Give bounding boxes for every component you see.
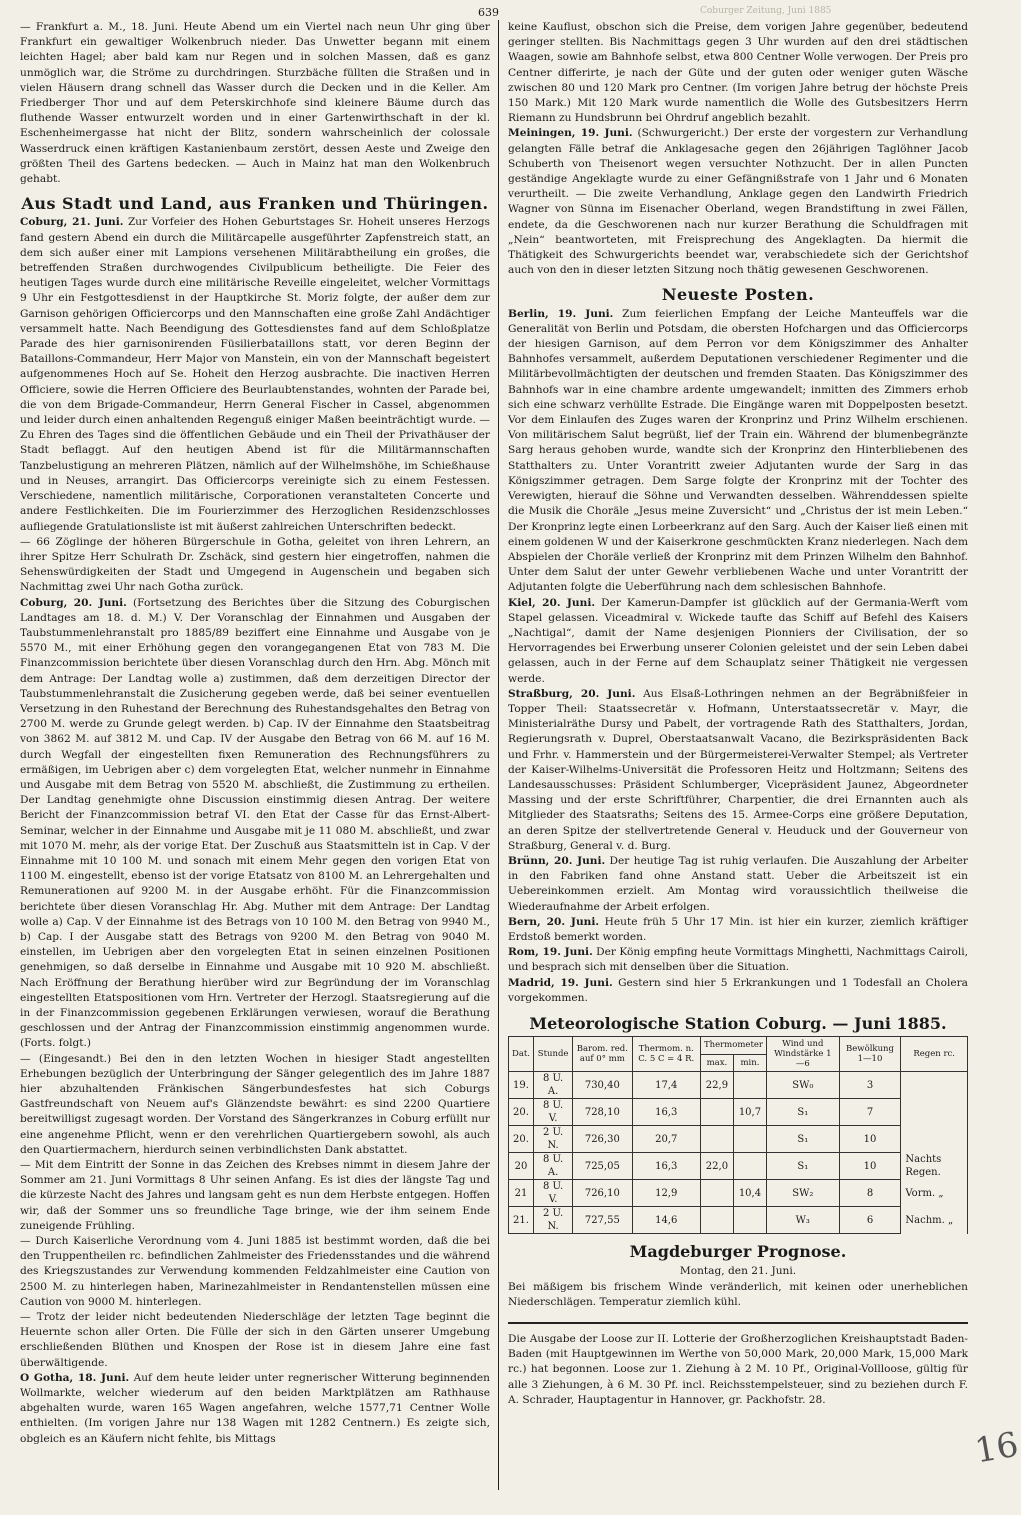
col-header: Thermometer bbox=[700, 1037, 766, 1055]
dateline: Berlin, 19. Juni. bbox=[508, 307, 614, 320]
weather-cell: 10,7 bbox=[733, 1099, 766, 1126]
weather-cell: S₁ bbox=[766, 1126, 839, 1153]
dateline: O Gotha, 18. Juni. bbox=[20, 1371, 130, 1384]
meiningen-article bbox=[508, 126, 968, 278]
weather-cell bbox=[901, 1126, 968, 1153]
weather-row bbox=[509, 1126, 968, 1153]
weather-cell: S₁ bbox=[766, 1153, 839, 1180]
weather-cell: 12,9 bbox=[632, 1180, 700, 1207]
col-header: Barom. red. auf 0° mm bbox=[573, 1037, 632, 1072]
col-header: Wind und Windstärke 1—6 bbox=[766, 1037, 839, 1072]
dateline: Kiel, 20. Juni. bbox=[508, 596, 596, 609]
article-text: Heute früh 5 Uhr 17 Min. ist hier ein kurzer, ziemlich kräftiger Erdstoß bemerkt worden. bbox=[508, 915, 968, 943]
column-divider bbox=[498, 20, 499, 1490]
weather-cell bbox=[901, 1072, 968, 1099]
weather-cell: 20. bbox=[509, 1099, 534, 1126]
weather-cell: SW₂ bbox=[766, 1180, 839, 1207]
eingesandt-article: — (Eingesandt.) Bei den in den letzten Wochen in hiesiger Stadt angestellten Erhebungen bezüglich der Unterbringung der Sänger gelegentlich des im Jahre 1887 hier abzuhaltenden Fränkischen Sängerbundesfestes hat sich Coburgs Gastfreundschaft von Neuem auf's Glänzendste bewährt: es sind 2200 Quartiere bereitwilligst zugesagt worden. Der Vorstand des Sängerkranzes in Coburg erfüllt nur eine angenehme Pflicht, wenn er den verehrlichen Quartiergebern sowohl, als auch den Quartiermachern, hierdurch seinen verbindlichsten Dank abstattet. bbox=[20, 1052, 490, 1156]
dateline: Coburg, 20. Juni. bbox=[20, 596, 127, 609]
article-text: Zur Vorfeier des Hohen Geburtstages Sr. Hoheit unseres Herzogs fand gestern Abend ein durch die Militärcapelle ausgeführter Zapfenstreich statt, an dem sich außer einer mit Lampions versehenen Militärabtheilung ein großes, die betreffenden Straßen durchwogendes Civilpublicum betheiligte. Die Feier des heutigen Tages wurde durch eine militärische Reveille eingeleitet, welcher Vormittags 9 Uhr ein Festgottesdienst in der Hauptkirche St. Moriz folgte, der außer dem zur Garnison gehörigen Officiercorps und den Mannschaften eine große Zahl Andächtiger versammelt hatte. Nach Beendigung des Gottesdienstes fand auf dem Schloßplatze Parade des hier garnisonirenden Füsilierbataillons statt, vor deren Beginn der Bataillons-Commandeur, Herr Major von Manstein, ein von der Mannschaft begeistert aufgenommenes Hoch auf Se. Hoheit den Herzog ausbrachte. Die inactiven Herren Officiere, sowie die Herren Officiere des Beurlaubtenstandes, wohnten der Parade bei, die von dem Brigade-Commandeur, Herrn General Fischer in Cassel, abgenommen und leider durch einen anhaltenden Regenguß einiger Maßen beeinträchtigt wurde. — Zu Ehren des Tages sind die öffentlichen Gebäude und ein Theil der Privathäuser der Stadt beflaggt. Auf den heutigen Abend ist für die Militärmannschaften Tanzbelustigung an mehreren Plätzen, nämlich auf der Wilhelmshöhe, im Schießhause und in Neuses, arrangirt. Das Officiercorps vereinigte sich zu einem Festessen. Verschiedene, namentlich militärische, Corporationen veranstalteten Concerte und andere Festlichkeiten. Die im Fourierzimmer des Herzoglichen Residenzschlosses aufliegende Gratulationsliste ist mit äußerst zahlreichen Unterschriften bedeckt. bbox=[20, 216, 490, 533]
weather-cell: 727,55 bbox=[573, 1207, 632, 1234]
col-header: Regen rc. bbox=[901, 1037, 968, 1072]
weather-cell: SW₀ bbox=[766, 1072, 839, 1099]
coburg-article-2 bbox=[20, 596, 490, 1052]
weather-cell bbox=[700, 1207, 733, 1234]
weather-cell: S₁ bbox=[766, 1099, 839, 1126]
news-heading: Neueste Posten. bbox=[661, 285, 815, 305]
weather-row bbox=[509, 1207, 968, 1234]
weather-cell: 2 U. N. bbox=[534, 1207, 573, 1234]
weather-cell: 725,05 bbox=[573, 1153, 632, 1180]
weather-cell: Nachts Regen. bbox=[901, 1153, 968, 1180]
weather-cell: Nachm. „ bbox=[901, 1207, 968, 1234]
forecast-text: Bei mäßigem bis frischem Winde veränderlich, mit keinen oder unerheblichen Niederschlägen. Temperatur ziemlich kühl. bbox=[508, 1280, 968, 1308]
weather-cell: 10,4 bbox=[733, 1180, 766, 1207]
weather-cell bbox=[733, 1207, 766, 1234]
weather-station-heading: Meteorologische Station Coburg. — Juni 1885. bbox=[529, 1014, 947, 1033]
dateline: Madrid, 19. Juni. bbox=[508, 976, 613, 989]
dateline: Meiningen, 19. Juni. bbox=[508, 127, 633, 140]
article-text: (Schwurgericht.) Der erste der vorgestern zur Verhandlung gelangten Fälle betraf die Anklagesache gegen den 26jährigen Taglöhner Jacob Schuberth von Theisenort wegen versuchter Nothzucht. Der in allen Puncten geständige Angeklagte wurde zu einer Gefängnißstrafe von 1 Jahr und 6 Monaten verurtheilt. — Die zweite Verhandlung, Anklage gegen den Landwirth Friedrich Wagner von Sünna im Eisenacher Oberland, wegen Brandstiftung in zwei Fällen, endete, da die Geschworenen nach nur kurzer Berathung die Schuldfragen mit „Nein“ beantworteten, mit Freisprechung des Angeklagten. Da hiermit die Thätigkeit des Schwurgerichts beendet war, verabschiedete sich der Gerichtshof auch von den in dieser letzten Sitzung noch thätig gewesenen Geschworenen. bbox=[508, 127, 968, 277]
weather-cell: 726,30 bbox=[573, 1126, 632, 1153]
weather-table-body bbox=[509, 1072, 968, 1234]
article-text: Aus Elsaß-Lothringen nehmen an der Begräbnißfeier in Topper Theil: Staatssecretär v. Hofmann, Unterstaatssecretär v. Mayr, die Ministerialräthe Dursy und Pabelt, der vortragende Rath des Statthalters, Jordan, Regierungsrath v. Duprel, Oberstaatsanwalt Vacano, die Bezirkspräsidenten Back und Frhr. v. Hammerstein und der Bürgermeisterei-Verwalter Stempel; als Vertreter der Kaiser-Wilhelms-Universität die Professoren Heitz und Holtzmann; Seitens des Landesausschusses: Präsident Schlumberger, Vicepräsident Jaunez, Abgeordneter Massing und der erste Schriftführer, Charpentier, die drei Ernannten auch als Mitglieder des Staatsraths; Seitens des 15. Armee-Corps eine größere Deputation, an deren Spitze der stellvertretende General v. Heuduck und der Gouverneur von Straßburg, General v. d. Burg. bbox=[508, 687, 968, 852]
page-number: 639 bbox=[478, 6, 499, 19]
weather-cell: 3 bbox=[839, 1072, 901, 1099]
weather-cell: 726,10 bbox=[573, 1180, 632, 1207]
summer-article: — Mit dem Eintritt der Sonne in das Zeichen des Krebses nimmt in diesem Jahre der Sommer am 21. Juni Vormittags 8 Uhr seinen Anfang. Es ist dies der längste Tag und die kürzeste Nacht des Jahres und langsam geht es nun dem Herbste entgegen. Hoffen wir, daß der Sommer uns so freundliche Tage bringe, wie der ihm seinem Ende zuneigende Frühling. bbox=[20, 1159, 490, 1232]
dateline: Rom, 19. Juni. bbox=[508, 946, 593, 959]
weather-cell bbox=[733, 1126, 766, 1153]
section-heading: Aus Stadt und Land, aus Franken und Thüringen. bbox=[21, 194, 489, 214]
weather-cell: 20,7 bbox=[632, 1126, 700, 1153]
weather-cell bbox=[901, 1099, 968, 1126]
col-header: min. bbox=[733, 1054, 766, 1072]
weather-cell bbox=[700, 1180, 733, 1207]
frankfurt-article: — Frankfurt a. M., 18. Juni. Heute Abend um ein Viertel nach neun Uhr ging über Frankfurt ein gewaltiger Wolkenbruch nieder. Das Unwetter begann mit einem leichten Hagel; aber bald kam nur Regen und in solchen Massen, daß es ganz unmöglich war, die Ströme zu durchdringen. Sturzbäche füllten die Straßen und in vielen Häusern drang schnell das Wasser durch die Decken und in die Keller. Am Friedberger Thor und auf dem Peterskirchhofe sind kleinere Bäume durch das fluthende Wasser entwurzelt worden und in einer Gartenwirthschaft in der kl. Eschenheimergasse hat nicht der Blitz, sondern wahrscheinlich der colossale Wasserdruck einen kräftigen Kastanienbaum zerstört, dessen Aeste und Zweige den größten Theil des Gartens bedecken. — Auch in Mainz hat man den Wolkenbruch gehabt. bbox=[20, 21, 490, 186]
harvest-article: — Trotz der leider nicht bedeutenden Niederschläge der letzten Tage beginnt die Heuernte schon aller Orten. Die Fülle der sich in den Gärten unserer Umgebung erschließenden Blüthen und Knospen der Rose ist in diesem Jahre eine fast überwältigende. bbox=[20, 1311, 490, 1369]
dateline: Coburg, 21. Juni. bbox=[20, 216, 124, 229]
strassburg-article bbox=[508, 687, 968, 854]
article-text: Der Kamerun-Dampfer ist glücklich auf der Germania-Werft vom Stapel gelassen. Viceadmiral v. Wickede taufte das Schiff auf Befehl des Kaisers „Nachtigal“, damit der Name desjenigen Pionniers der Civilisation, der so Hervorragendes bei Erwerbung unserer Colonien geleistet und der sein Leben dabei gelassen, auch in der Ferne auf dem Schauplatz seiner Thätigkeit nie vergessen werde. bbox=[508, 596, 969, 685]
decree-article: — Durch Kaiserliche Verordnung vom 4. Juni 1885 ist bestimmt worden, daß die bei den Truppentheilen rc. befindlichen Zahlmeister des Friedensstandes und die während des Kriegszustandes zur Verwendung kommenden Feldzahlmeister eine Caution von 2500 M. zu hinterlegen haben, Marinezahlmeister in Rendantenstellen müssen eine Caution von 9000 M. hinterlegen. bbox=[20, 1235, 490, 1308]
gotha-article-continued: keine Kauflust, obschon sich die Preise, dem vorigen Jahre gegenüber, bedeutend geringer stellten. Bis Nachmittags gegen 3 Uhr wurden auf den drei städtischen Waagen, sowie am Bahnhofe selbst, etwa 800 Centner Wolle verwogen. Der Preis pro Centner differirte, je nach der Güte und der guten oder weniger guten Wäsche zwischen 80 und 120 Mark pro Centner. (Im vorigen Jahre betrug der höchste Preis 150 Mark.) Mit 120 Mark wurde namentlich die Wolle des Gutsbesitzers Herrn Riemann zu Hundsbrunn bei Ohrdruf angeblich bezahlt. bbox=[508, 21, 968, 125]
weather-cell: 10 bbox=[839, 1126, 901, 1153]
bern-article bbox=[508, 915, 968, 945]
dateline: Bern, 20. Juni. bbox=[508, 915, 600, 928]
weather-cell: 20 bbox=[509, 1153, 534, 1180]
weather-cell: 728,10 bbox=[573, 1099, 632, 1126]
col-header: max. bbox=[700, 1054, 733, 1072]
article-text: (Fortsetzung des Berichtes über die Sitzung des Coburgischen Landtages am 18. d. M.) V. Der Voranschlag der Einnahmen und Ausgaben der Taubstummenlehranstalt pro 1885/89 beziffert eine Einnahme und Ausgabe von je 5570 M., mit einer Erhöhung gegen den vorangegangenen Etat von 783 M. Die Finanzcommission berichtete über diesen Voranschlag durch den Hrn. Abg. Mönch mit dem Antrage: Der Landtag wolle a) zustimmen, daß dem derzeitigen Director der Taubstummenlehranstalt die Zusicherung gegeben werde, daß bei seiner eventuellen Versetzung in den Ruhestand der Berechnung des Ruhestandsgehaltes den Betrag von 2700 M. werde zu Grunde gelegt werden. b) Cap. IV der Einnahme den Staatsbeitrag von 3862 M. auf 3812 M. und Cap. IV der Ausgabe den Betrag von 66 M. auf 16 M. durch Wegfall der eingestellten fixen Remuneration des Rechnungsführers zu ermäßigen, im Uebrigen aber c) dem vorgelegten Etat, welcher nunmehr in Einnahme und Ausgabe mit dem Betrag von 5520 M. abschließt, die Zustimmung zu ertheilen. Der Landtag genehmigte ohne Discussion einstimmig diesen Antrag. Der weitere Bericht der Finanzcommission betraf VI. den Etat der Casse für das Ernst-Albert-Seminar, welcher in der Einnahme und Ausgabe mit je 11 080 M. abschließt, und zwar mit 1070 M. mehr, als der vorige Etat. Der Zuschuß aus Staatsmitteln ist in Cap. V der Einnahme mit 10 100 M. und sonach mit einem Mehr gegen den vorigen Etat von 1100 M. eingestellt, ebenso ist der vorige Etatsatz von 8100 M. an Lehrergehalten und Remunerationen auf 9200 M. in der Ausgabe erhöht. Für die Finanzcommission berichtete über diesen Voranschlag Hr. Abg. Muther mit dem Antrage: Der Landtag wolle a) Cap. V der Einnahme ist des Betrags von 10 100 M. den Betrag von 9940 M., b) Cap. I der Ausgabe statt des Betrags von 9200 M. den Betrag von 9040 M. einstellen, im Uebrigen aber den vorgelegten Etat in seinen einzelnen Positionen genehmigen, so daß derselbe in Einnahme und Ausgabe mit 10 920 M. abschließt. Nach Eröffnung der Berathung hierüber wird zur Begründung der im Voranschlag eingestellten Etatspositionen vom Hrn. Vertreter der Herzogl. Staatsregierung auf die in der Finanzcommission gegebenen Erklärungen verwiesen, worauf die Berathung geschlossen und der Antrag der Finanzcommission einstimmig angenommen wurde. (Forts. folgt.) bbox=[20, 596, 490, 1050]
weather-cell: 19. bbox=[509, 1072, 534, 1099]
article-text: Der heutige Tag ist ruhig verlaufen. Die Auszahlung der Arbeiter in den Fabriken fand ohne Anstand statt. Ueber die Arbeitszeit ist ein Uebereinkommen erzielt. Am Montag wird voraussichtlich theilweise die Wiederaufnahme der Arbeit erfolgen. bbox=[508, 854, 968, 913]
ad-separator bbox=[508, 1322, 968, 1324]
lottery-advertisement: Die Ausgabe der Loose zur II. Lotterie der Großherzoglichen Kreishauptstadt Baden-Baden (mit Hauptgewinnen im Werthe von 50,000 Mark, 20,000 Mark, 15,000 Mark rc.) hat begonnen. Loose zur 1. Ziehung à 2 M. 10 Pf., Original-Vollloose, gültig für alle 3 Ziehungen, à 6 M. 30 Pf. incl. Reichsstempelsteuer, sind zu beziehen durch F. A. Schrader, Hauptagentur in Hannover, gr. Packhofstr. 28. bbox=[508, 1333, 968, 1406]
weather-table bbox=[508, 1036, 968, 1234]
weather-cell: 21. bbox=[509, 1207, 534, 1234]
gotha-article bbox=[20, 1371, 490, 1447]
bruenn-article bbox=[508, 854, 968, 915]
weather-cell: 8 U. A. bbox=[534, 1072, 573, 1099]
weather-cell: W₃ bbox=[766, 1207, 839, 1234]
article-text: Gestern sind hier 5 Erkrankungen und 1 Todesfall an Cholera vorgekommen. bbox=[508, 976, 968, 1004]
col-header: Thermom. n. C. 5 C = 4 R. bbox=[632, 1037, 700, 1072]
handwritten-margin-mark: 16 bbox=[971, 1424, 1021, 1472]
madrid-article bbox=[508, 976, 968, 1006]
left-column bbox=[20, 20, 490, 1447]
rom-article bbox=[508, 945, 968, 975]
forecast-date: Montag, den 21. Juni. bbox=[679, 1265, 797, 1278]
weather-row bbox=[509, 1072, 968, 1099]
weather-cell: 20. bbox=[509, 1126, 534, 1153]
weather-cell: 22,0 bbox=[700, 1153, 733, 1180]
weather-cell: 8 U. V. bbox=[534, 1099, 573, 1126]
dateline: Straßburg, 20. Juni. bbox=[508, 687, 636, 700]
weather-cell bbox=[700, 1099, 733, 1126]
weather-cell: Vorm. „ bbox=[901, 1180, 968, 1207]
weather-cell bbox=[700, 1126, 733, 1153]
faint-header: Coburger Zeitung, Juni 1885 bbox=[700, 6, 832, 16]
weather-cell: 6 bbox=[839, 1207, 901, 1234]
col-header: Dat. bbox=[509, 1037, 534, 1072]
article-text: Auf dem heute leider unter regnerischer Witterung beginnenden Wollmarkte, welcher wiederum auf den beiden Marktplätzen am Rathhause abgehalten wurde, waren 165 Wagen angefahren, welche 1577,71 Centner Wolle enthielten. (Im vorigen Jahre nur 138 Wagen mit 1282 Centnern.) Es zeigte sich, obgleich es an Käufern nicht fehlte, bis Mittags bbox=[20, 1371, 490, 1445]
weather-cell: 16,3 bbox=[632, 1153, 700, 1180]
weather-row bbox=[509, 1180, 968, 1207]
weather-cell: 730,40 bbox=[573, 1072, 632, 1099]
weather-cell: 8 bbox=[839, 1180, 901, 1207]
right-column bbox=[508, 20, 968, 1408]
weather-cell: 2 U. N. bbox=[534, 1126, 573, 1153]
weather-cell: 8 U. A. bbox=[534, 1153, 573, 1180]
weather-cell: 14,6 bbox=[632, 1207, 700, 1234]
weather-cell bbox=[733, 1153, 766, 1180]
article-text: Der König empfing heute Vormittags Minghetti, Nachmittags Cairoli, und besprach sich mit denselben über die Situation. bbox=[508, 946, 968, 974]
weather-cell: 21 bbox=[509, 1180, 534, 1207]
gotha-pupils-article: — 66 Zöglinge der höheren Bürgerschule in Gotha, geleitet von ihren Lehrern, an ihrer Spitze Herr Schulrath Dr. Zschäck, sind gestern hier eingetroffen, nahmen die Sehenswürdigkeiten der Stadt und Umgegend in Augenschein und begaben sich Nachmittag zwei Uhr nach Gotha zurück. bbox=[20, 535, 490, 594]
weather-cell: 17,4 bbox=[632, 1072, 700, 1099]
weather-cell: 10 bbox=[839, 1153, 901, 1180]
dateline: Brünn, 20. Juni. bbox=[508, 854, 606, 867]
kiel-article bbox=[508, 596, 968, 687]
weather-table-header bbox=[509, 1037, 968, 1055]
berlin-article bbox=[508, 307, 968, 596]
forecast-heading: Magdeburger Prognose. bbox=[629, 1242, 847, 1262]
weather-cell: 16,3 bbox=[632, 1099, 700, 1126]
weather-cell: 8 U. V. bbox=[534, 1180, 573, 1207]
weather-cell bbox=[733, 1072, 766, 1099]
weather-row bbox=[509, 1099, 968, 1126]
article-text: Zum feierlichen Empfang der Leiche Manteuffels war die Generalität von Berlin und Potsdam, die obersten Hofchargen und das Officiercorps der hiesigen Garnison, auf dem Perron vor dem Königszimmer des Anhalter Bahnhofes versammelt, außerdem Deputationen verschiedener Regimenter und die Militärbevollmächtigten der deutschen und fremden Staaten. Das Königszimmer des Bahnhofs war in eine chambre ardente umgewandelt; inmitten des Zimmers erhob sich eine schwarz verhüllte Estrade. Die Eingänge waren mit Doppelposten besetzt. Vor dem Einlaufen des Zuges waren der Kronprinz und Prinz Wilhelm erschienen. Von militärischem Salut begrüßt, lief der Train ein. Während der blumenbegränzte Sarg heraus gehoben wurde, wandte sich der Kronprinz den Hinterbliebenen des Statthalters zu. Unter Vorantritt zweier Adjutanten wurde der Sarg in das Königszimmer getragen. Dem Sarge folgte der Kronprinz mit der Tochter des Verewigten, hierauf die Söhne und Verwandten desselben. Währenddessen spielte die Musik die Choräle „Jesus meine Zuversicht“ und „Christus der ist mein Leben.“ Der Kronprinz legte einen Lorbeerkranz auf den Sarg. Auch der Kaiser ließ einen mit einem goldenen W und der Kaiserkrone geschmückten Kranz niederlegen. Nach dem Abspielen der Choräle verließ der Kronprinz mit dem Prinzen Wilhelm den Bahnhof. Unter dem Salut der unter Gewehr verbliebenen Wache und unter Vorantritt der Adjutanten folgte die Ueberführung nach dem schlesischen Bahnhofe. bbox=[508, 307, 969, 594]
weather-cell: 7 bbox=[839, 1099, 901, 1126]
col-header: Bewölkung 1—10 bbox=[839, 1037, 901, 1072]
weather-cell: 22,9 bbox=[700, 1072, 733, 1099]
weather-row bbox=[509, 1153, 968, 1180]
col-header: Stunde bbox=[534, 1037, 573, 1072]
coburg-article-1 bbox=[20, 215, 490, 534]
